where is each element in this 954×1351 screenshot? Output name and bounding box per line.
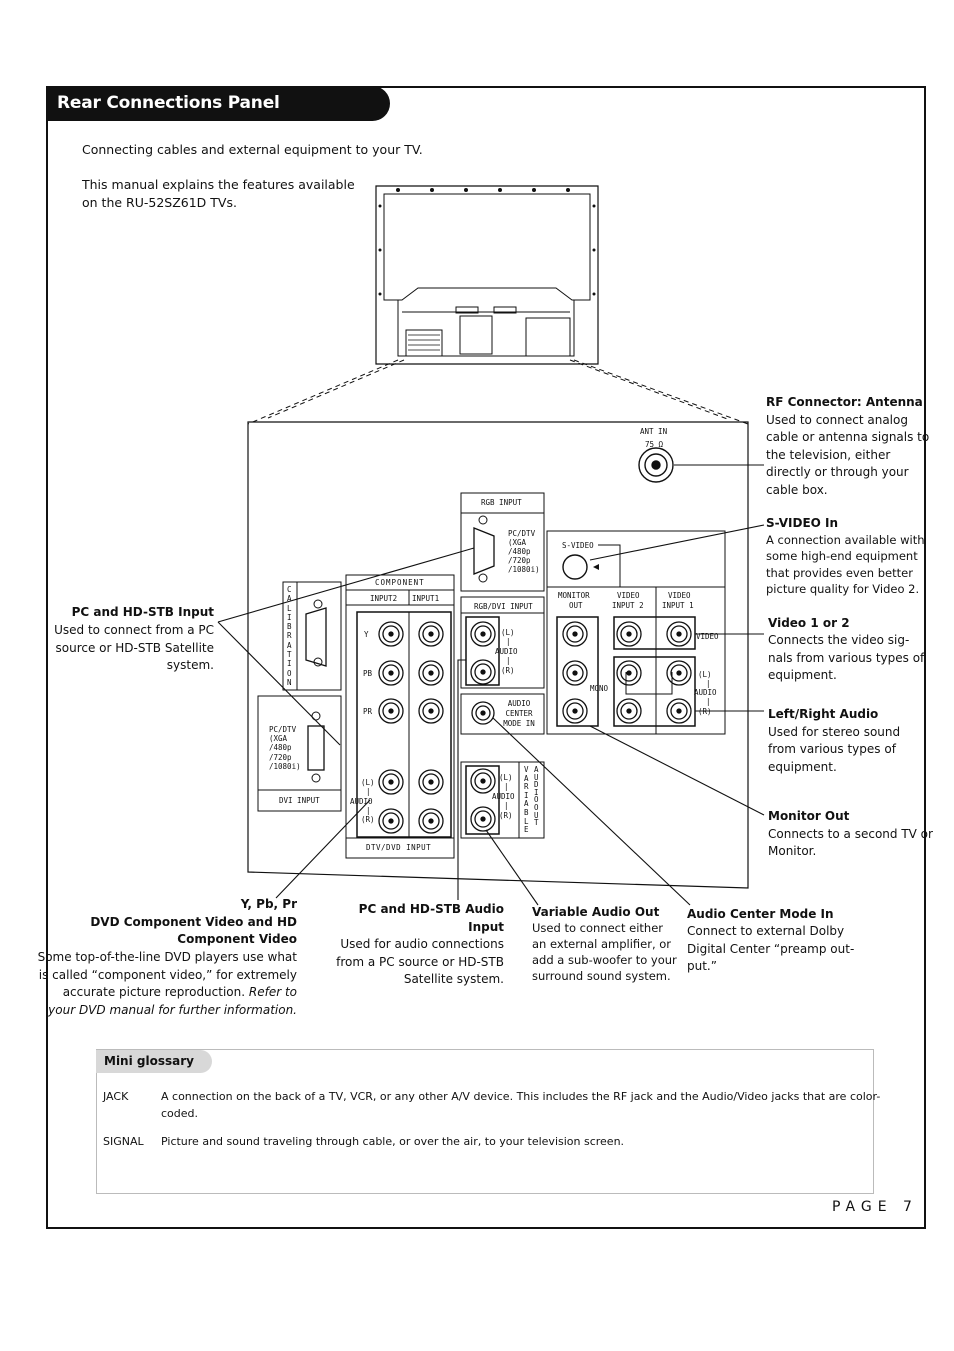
var-l-label: (L) bbox=[499, 773, 513, 782]
intro-line-1: Connecting cables and external equipment to your TV. bbox=[82, 142, 423, 157]
center-l1: Connect to external Dolby bbox=[687, 924, 845, 938]
rgb-720p: /720p bbox=[508, 556, 531, 565]
dtv-dvd-input-label: DTV/DVD INPUT bbox=[366, 843, 432, 852]
svideo-label: S-VIDEO bbox=[562, 541, 594, 550]
ant-in-label: ANT IN bbox=[640, 427, 668, 436]
intro-line-2a: This manual explains the features available bbox=[82, 177, 355, 192]
variable-label: VARIABLE bbox=[524, 765, 529, 835]
dvi-480p: /480p bbox=[269, 743, 292, 752]
monitor-out-label: OUT bbox=[569, 601, 583, 610]
input-1-label: INPUT 1 bbox=[662, 601, 694, 610]
ypbpr-l3-wrap bbox=[63, 984, 297, 1002]
audio-l3: equipment. bbox=[768, 760, 837, 774]
rgbdvi-audio-label: AUDIO bbox=[495, 647, 518, 656]
rgb-xga: (XGA bbox=[508, 538, 527, 547]
pc-l3: system. bbox=[166, 658, 214, 672]
ypbpr-l2: is called “component video,” for extremely bbox=[38, 968, 297, 982]
input-2-label: INPUT 2 bbox=[612, 601, 644, 610]
comp-audio-label: AUDIO bbox=[350, 797, 373, 806]
video-l2: nals from various types of bbox=[768, 651, 925, 665]
center-audio-label: AUDIO bbox=[507, 699, 531, 708]
rgbdvi-r-label: (R) bbox=[501, 666, 515, 675]
center-mode-label: MODE IN bbox=[503, 719, 535, 728]
pcaudio-l3: Satellite system. bbox=[403, 972, 504, 986]
comp-r-label: (R) bbox=[361, 815, 375, 824]
intro-line-2b: on the RU-52SZ61D TVs. bbox=[82, 195, 237, 210]
dvi-1080i: /1080i) bbox=[269, 762, 301, 771]
av-l-label: (L) bbox=[698, 670, 712, 679]
pc-title: PC and HD-STB Input bbox=[71, 605, 214, 619]
component-label: COMPONENT bbox=[375, 578, 425, 587]
ypbpr-title-2: DVD Component Video and HD bbox=[90, 915, 297, 929]
pc-l2: source or HD-STB Satellite bbox=[55, 641, 214, 655]
svideo-l2: some high-end equipment bbox=[766, 549, 918, 563]
pcaudio-l1: Used for audio connections bbox=[340, 937, 504, 951]
svideo-l1: A connection available with bbox=[766, 533, 925, 547]
comp-input1-label: INPUT1 bbox=[412, 594, 440, 603]
av-bar-2: | bbox=[706, 697, 711, 706]
dvi-xga: (XGA bbox=[269, 734, 288, 743]
rgb-480p: /480p bbox=[508, 547, 531, 556]
glossary-def-jack-1: A connection on the back of a TV, VCR, or any other A/V device. This includes the RF jack and the Audio/Video jacks that are color- bbox=[161, 1090, 881, 1103]
page-title: Rear Connections Panel bbox=[57, 93, 280, 113]
ypbpr-title-3: Component Video bbox=[177, 932, 297, 946]
comp-l-label: (L) bbox=[361, 778, 375, 787]
dvi-pcdtv: PC/DTV bbox=[269, 725, 297, 734]
center-center-label: CENTER bbox=[505, 709, 533, 718]
video-title: Video 1 or 2 bbox=[768, 616, 850, 630]
ypbpr-l3: accurate picture reproduction. bbox=[62, 985, 246, 999]
mono-label: MONO bbox=[590, 684, 609, 693]
rgbdvi-bar-2: | bbox=[506, 656, 511, 665]
glossary-term-signal: SIGNAL bbox=[103, 1135, 144, 1148]
glossary-term-jack: JACK bbox=[103, 1090, 129, 1103]
monitor-l1: Connects to a second TV or bbox=[768, 827, 933, 841]
glossary-def-jack-2: coded. bbox=[161, 1107, 199, 1120]
center-title: Audio Center Mode In bbox=[687, 907, 834, 921]
av-bar-1: | bbox=[706, 679, 711, 688]
var-audio-label: AUDIO bbox=[492, 792, 515, 801]
glossary-box bbox=[96, 1049, 874, 1194]
pb-label: PB bbox=[363, 669, 373, 678]
audio-title: Left/Right Audio bbox=[768, 707, 879, 721]
monitor-title: Monitor Out bbox=[768, 809, 850, 823]
comp-bar-2: | bbox=[366, 806, 371, 815]
glossary-title: Mini glossary bbox=[104, 1054, 194, 1068]
calibration-label: CALIBRATION bbox=[287, 585, 292, 687]
dvi-input-label: DVI INPUT bbox=[279, 796, 320, 805]
svideo-l3: that provides even better bbox=[766, 566, 913, 580]
svideo-l4: picture quality for Video 2. bbox=[766, 582, 920, 596]
monitor-label: MONITOR bbox=[558, 591, 590, 600]
monitor-l2: Monitor. bbox=[768, 844, 817, 858]
audio-l1: Used for stereo sound bbox=[768, 725, 901, 739]
svideo-title: S-VIDEO In bbox=[766, 516, 839, 530]
varaudio-title: Variable Audio Out bbox=[532, 905, 660, 919]
video-side-label: VIDEO bbox=[696, 632, 719, 641]
ohm-label: 75 Ω bbox=[645, 440, 664, 449]
varaudio-l4: surround sound system. bbox=[532, 969, 671, 983]
y-label: Y bbox=[364, 630, 369, 639]
av-r-label: (R) bbox=[698, 707, 712, 716]
center-l3: put.” bbox=[687, 959, 717, 973]
var-bar-1: | bbox=[504, 782, 509, 791]
video-2-label: VIDEO bbox=[617, 591, 640, 600]
rf-l3: the television, either bbox=[766, 448, 891, 462]
varaudio-l1: Used to connect either bbox=[532, 921, 664, 935]
varaudio-l2: an external amplifier, or bbox=[532, 937, 672, 951]
pc-l1: Used to connect from a PC bbox=[54, 623, 214, 637]
av-audio-label: AUDIO bbox=[694, 688, 717, 697]
ypbpr-l1: Some top-of-the-line DVD players use what bbox=[37, 950, 297, 964]
glossary-tab bbox=[96, 1050, 212, 1073]
rgb-1080i: /1080i) bbox=[508, 565, 540, 574]
rf-title: RF Connector: Antenna bbox=[766, 395, 923, 409]
glossary-def-signal: Picture and sound traveling through cable, or over the air, to your television screen. bbox=[161, 1135, 625, 1148]
rf-l4: directly or through your bbox=[766, 465, 909, 479]
rf-l1: Used to connect analog bbox=[766, 413, 908, 427]
video-1-label: VIDEO bbox=[668, 591, 691, 600]
video-l1: Connects the video sig- bbox=[768, 633, 910, 647]
pcaudio-l2: from a PC source or HD-STB bbox=[336, 955, 504, 969]
video-l3: equipment. bbox=[768, 668, 837, 682]
ypbpr-l4: your DVD manual for further information. bbox=[48, 1003, 297, 1017]
audio-out-label: AUDIO OUT bbox=[534, 765, 539, 828]
rf-l2: cable or antenna signals to bbox=[766, 430, 930, 444]
rgb-pcdtv: PC/DTV bbox=[508, 529, 536, 538]
rgbdvi-bar-1: | bbox=[506, 637, 511, 646]
pcaudio-title-2: Input bbox=[468, 920, 504, 934]
ypbpr-title-1: Y, Pb, Pr bbox=[240, 897, 297, 911]
page-number: PAGE 7 bbox=[832, 1199, 918, 1215]
audio-l2: from various types of bbox=[768, 742, 896, 756]
pr-label: PR bbox=[363, 707, 373, 716]
rgb-dvi-input-label: RGB/DVI INPUT bbox=[474, 602, 533, 611]
rf-l5: cable box. bbox=[766, 483, 828, 497]
rgbdvi-l-label: (L) bbox=[501, 628, 515, 637]
comp-bar-1: | bbox=[366, 787, 371, 796]
comp-input2-label: INPUT2 bbox=[370, 594, 398, 603]
varaudio-l3: add a sub-woofer to your bbox=[532, 953, 677, 967]
center-l2: Digital Center “preamp out- bbox=[687, 942, 855, 956]
ypbpr-l3-italic: Refer to bbox=[245, 985, 297, 999]
pcaudio-title-1: PC and HD-STB Audio bbox=[358, 902, 504, 916]
rgb-input-label: RGB INPUT bbox=[481, 498, 522, 507]
dvi-720p: /720p bbox=[269, 753, 292, 762]
var-bar-2: | bbox=[504, 801, 509, 810]
var-r-label: (R) bbox=[499, 811, 513, 820]
